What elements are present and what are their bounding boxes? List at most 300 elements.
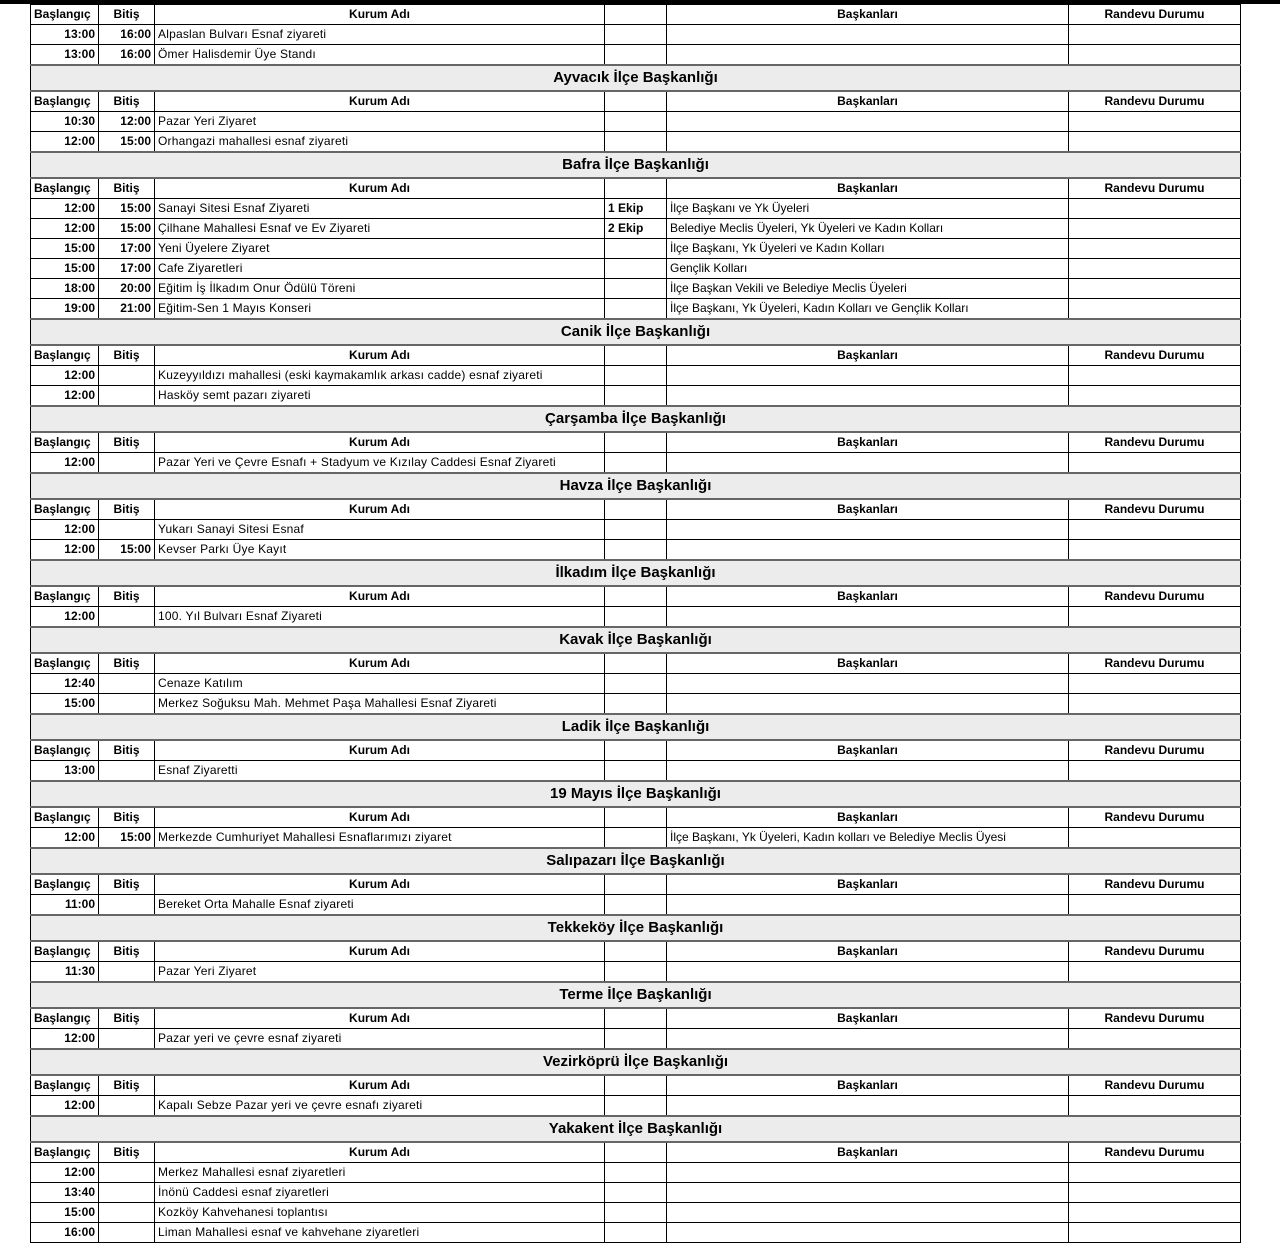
schedule-body bbox=[31, 5, 1241, 1243]
header-baskanlari: Başkanları bbox=[667, 178, 1069, 199]
kurum-adi: Kozköy Kahvehanesi toplantısı bbox=[155, 1203, 605, 1223]
section-title: Canik İlçe Başkanlığı bbox=[31, 319, 1241, 345]
randevu-durumu bbox=[1069, 219, 1241, 239]
team-label bbox=[605, 1029, 667, 1050]
section-title-row bbox=[31, 1049, 1241, 1075]
header-randevu: Randevu Durumu bbox=[1069, 1075, 1241, 1096]
header-team bbox=[605, 941, 667, 962]
table-row bbox=[31, 607, 1241, 628]
end-time: 15:00 bbox=[99, 199, 155, 219]
kurum-adi: Pazar Yeri Ziyaret bbox=[155, 112, 605, 132]
end-time bbox=[99, 520, 155, 540]
end-time bbox=[99, 366, 155, 386]
baskanlari bbox=[667, 1163, 1069, 1183]
table-row bbox=[31, 761, 1241, 782]
section-title: Ayvacık İlçe Başkanlığı bbox=[31, 65, 1241, 91]
baskanlari bbox=[667, 386, 1069, 407]
start-time: 12:00 bbox=[31, 366, 99, 386]
header-end: Bitiş bbox=[99, 1008, 155, 1029]
header-start: Başlangıç bbox=[31, 345, 99, 366]
team-label bbox=[605, 366, 667, 386]
kurum-adi: Pazar yeri ve çevre esnaf ziyareti bbox=[155, 1029, 605, 1050]
randevu-durumu bbox=[1069, 386, 1241, 407]
table-row bbox=[31, 386, 1241, 407]
end-time bbox=[99, 1203, 155, 1223]
table-row bbox=[31, 219, 1241, 239]
header-end: Bitiş bbox=[99, 874, 155, 895]
baskanlari bbox=[667, 132, 1069, 153]
header-kurum: Kurum Adı bbox=[155, 5, 605, 25]
column-header-row bbox=[31, 178, 1241, 199]
header-end: Bitiş bbox=[99, 1142, 155, 1163]
team-label bbox=[605, 828, 667, 849]
section-title: 19 Mayıs İlçe Başkanlığı bbox=[31, 781, 1241, 807]
start-time: 13:00 bbox=[31, 25, 99, 45]
table-row bbox=[31, 1183, 1241, 1203]
kurum-adi: Sanayi Sitesi Esnaf Ziyareti bbox=[155, 199, 605, 219]
header-team bbox=[605, 1142, 667, 1163]
start-time: 12:00 bbox=[31, 1029, 99, 1050]
header-baskanlari: Başkanları bbox=[667, 1142, 1069, 1163]
randevu-durumu bbox=[1069, 239, 1241, 259]
header-baskanlari: Başkanları bbox=[667, 807, 1069, 828]
table-row bbox=[31, 1223, 1241, 1243]
team-label bbox=[605, 761, 667, 782]
header-end: Bitiş bbox=[99, 1075, 155, 1096]
end-time: 16:00 bbox=[99, 25, 155, 45]
randevu-durumu bbox=[1069, 199, 1241, 219]
end-time: 15:00 bbox=[99, 828, 155, 849]
kurum-adi: Kevser Parkı Üye Kayıt bbox=[155, 540, 605, 561]
header-randevu: Randevu Durumu bbox=[1069, 499, 1241, 520]
header-end: Bitiş bbox=[99, 941, 155, 962]
end-time: 12:00 bbox=[99, 112, 155, 132]
table-row bbox=[31, 112, 1241, 132]
header-end: Bitiş bbox=[99, 653, 155, 674]
randevu-durumu bbox=[1069, 112, 1241, 132]
team-label bbox=[605, 607, 667, 628]
table-row bbox=[31, 1203, 1241, 1223]
kurum-adi: Merkez Mahallesi esnaf ziyaretleri bbox=[155, 1163, 605, 1183]
table-row bbox=[31, 45, 1241, 66]
section-title-row bbox=[31, 406, 1241, 432]
table-row bbox=[31, 1029, 1241, 1050]
end-time: 17:00 bbox=[99, 239, 155, 259]
baskanlari bbox=[667, 895, 1069, 916]
header-randevu: Randevu Durumu bbox=[1069, 5, 1241, 25]
table-row bbox=[31, 199, 1241, 219]
section-title: Bafra İlçe Başkanlığı bbox=[31, 152, 1241, 178]
randevu-durumu bbox=[1069, 1223, 1241, 1243]
header-end: Bitiş bbox=[99, 5, 155, 25]
baskanlari: İlçe Başkanı, Yk Üyeleri, Kadın kolları ve Belediye Meclis Üyesi bbox=[667, 828, 1069, 849]
baskanlari: İlçe Başkanı, Yk Üyeleri ve Kadın Kolları bbox=[667, 239, 1069, 259]
header-start: Başlangıç bbox=[31, 1008, 99, 1029]
header-start: Başlangıç bbox=[31, 941, 99, 962]
randevu-durumu bbox=[1069, 1183, 1241, 1203]
kurum-adi: Kuzeyyıldızı mahallesi (eski kaymakamlık arkası cadde) esnaf ziyareti bbox=[155, 366, 605, 386]
header-kurum: Kurum Adı bbox=[155, 1075, 605, 1096]
header-baskanlari: Başkanları bbox=[667, 740, 1069, 761]
randevu-durumu bbox=[1069, 1163, 1241, 1183]
end-time bbox=[99, 694, 155, 715]
start-time: 12:00 bbox=[31, 199, 99, 219]
header-kurum: Kurum Adı bbox=[155, 432, 605, 453]
column-header-row bbox=[31, 5, 1241, 25]
randevu-durumu bbox=[1069, 1096, 1241, 1117]
randevu-durumu bbox=[1069, 453, 1241, 474]
section-title-row bbox=[31, 781, 1241, 807]
table-row bbox=[31, 25, 1241, 45]
baskanlari: İlçe Başkanı ve Yk Üyeleri bbox=[667, 199, 1069, 219]
header-start: Başlangıç bbox=[31, 874, 99, 895]
start-time: 12:40 bbox=[31, 674, 99, 694]
header-team bbox=[605, 1008, 667, 1029]
baskanlari bbox=[667, 25, 1069, 45]
column-header-row bbox=[31, 499, 1241, 520]
team-label bbox=[605, 279, 667, 299]
start-time: 11:30 bbox=[31, 962, 99, 983]
randevu-durumu bbox=[1069, 279, 1241, 299]
section-title: Havza İlçe Başkanlığı bbox=[31, 473, 1241, 499]
team-label bbox=[605, 1223, 667, 1243]
table-row bbox=[31, 453, 1241, 474]
section-title: Kavak İlçe Başkanlığı bbox=[31, 627, 1241, 653]
header-kurum: Kurum Adı bbox=[155, 740, 605, 761]
team-label bbox=[605, 1203, 667, 1223]
team-label bbox=[605, 962, 667, 983]
header-randevu: Randevu Durumu bbox=[1069, 91, 1241, 112]
randevu-durumu bbox=[1069, 895, 1241, 916]
baskanlari bbox=[667, 1096, 1069, 1117]
section-title: Tekkeköy İlçe Başkanlığı bbox=[31, 915, 1241, 941]
team-label bbox=[605, 895, 667, 916]
column-header-row bbox=[31, 91, 1241, 112]
baskanlari bbox=[667, 962, 1069, 983]
section-title-row bbox=[31, 848, 1241, 874]
start-time: 12:00 bbox=[31, 1096, 99, 1117]
header-end: Bitiş bbox=[99, 740, 155, 761]
header-team bbox=[605, 874, 667, 895]
end-time bbox=[99, 1163, 155, 1183]
start-time: 15:00 bbox=[31, 694, 99, 715]
table-row bbox=[31, 540, 1241, 561]
section-title-row bbox=[31, 473, 1241, 499]
team-label bbox=[605, 45, 667, 66]
header-baskanlari: Başkanları bbox=[667, 1008, 1069, 1029]
team-label bbox=[605, 694, 667, 715]
kurum-adi: Alpaslan Bulvarı Esnaf ziyareti bbox=[155, 25, 605, 45]
column-header-row bbox=[31, 586, 1241, 607]
team-label bbox=[605, 1163, 667, 1183]
section-title: Vezirköprü İlçe Başkanlığı bbox=[31, 1049, 1241, 1075]
table-row bbox=[31, 1163, 1241, 1183]
end-time bbox=[99, 453, 155, 474]
section-title: Çarşamba İlçe Başkanlığı bbox=[31, 406, 1241, 432]
start-time: 18:00 bbox=[31, 279, 99, 299]
header-kurum: Kurum Adı bbox=[155, 586, 605, 607]
header-start: Başlangıç bbox=[31, 586, 99, 607]
start-time: 15:00 bbox=[31, 259, 99, 279]
header-randevu: Randevu Durumu bbox=[1069, 432, 1241, 453]
end-time: 15:00 bbox=[99, 219, 155, 239]
header-team bbox=[605, 178, 667, 199]
kurum-adi: Yeni Üyelere Ziyaret bbox=[155, 239, 605, 259]
column-header-row bbox=[31, 1075, 1241, 1096]
start-time: 13:00 bbox=[31, 761, 99, 782]
end-time bbox=[99, 1096, 155, 1117]
start-time: 11:00 bbox=[31, 895, 99, 916]
team-label bbox=[605, 299, 667, 320]
header-kurum: Kurum Adı bbox=[155, 807, 605, 828]
header-end: Bitiş bbox=[99, 499, 155, 520]
randevu-durumu bbox=[1069, 520, 1241, 540]
table-row bbox=[31, 895, 1241, 916]
kurum-adi: Çilhane Mahallesi Esnaf ve Ev Ziyareti bbox=[155, 219, 605, 239]
section-title-row bbox=[31, 714, 1241, 740]
team-label: 1 Ekip bbox=[605, 199, 667, 219]
column-header-row bbox=[31, 432, 1241, 453]
header-team bbox=[605, 653, 667, 674]
team-label bbox=[605, 540, 667, 561]
header-end: Bitiş bbox=[99, 91, 155, 112]
kurum-adi: Pazar Yeri Ziyaret bbox=[155, 962, 605, 983]
start-time: 12:00 bbox=[31, 607, 99, 628]
column-header-row bbox=[31, 345, 1241, 366]
column-header-row bbox=[31, 874, 1241, 895]
header-kurum: Kurum Adı bbox=[155, 1142, 605, 1163]
team-label bbox=[605, 259, 667, 279]
kurum-adi: Eğitim İş İlkadım Onur Ödülü Töreni bbox=[155, 279, 605, 299]
kurum-adi: Cafe Ziyaretleri bbox=[155, 259, 605, 279]
section-title: Yakakent İlçe Başkanlığı bbox=[31, 1116, 1241, 1142]
end-time: 15:00 bbox=[99, 132, 155, 153]
table-row bbox=[31, 520, 1241, 540]
header-team bbox=[605, 499, 667, 520]
column-header-row bbox=[31, 653, 1241, 674]
section-title-row bbox=[31, 152, 1241, 178]
start-time: 12:00 bbox=[31, 540, 99, 561]
header-baskanlari: Başkanları bbox=[667, 5, 1069, 25]
header-randevu: Randevu Durumu bbox=[1069, 740, 1241, 761]
kurum-adi: Kapalı Sebze Pazar yeri ve çevre esnafı ziyareti bbox=[155, 1096, 605, 1117]
baskanlari: İlçe Başkan Vekili ve Belediye Meclis Üyeleri bbox=[667, 279, 1069, 299]
kurum-adi: Cenaze Katılım bbox=[155, 674, 605, 694]
kurum-adi: İnönü Caddesi esnaf ziyaretleri bbox=[155, 1183, 605, 1203]
baskanlari bbox=[667, 761, 1069, 782]
table-row bbox=[31, 132, 1241, 153]
header-start: Başlangıç bbox=[31, 1075, 99, 1096]
kurum-adi: Eğitim-Sen 1 Mayıs Konseri bbox=[155, 299, 605, 320]
baskanlari bbox=[667, 1203, 1069, 1223]
header-baskanlari: Başkanları bbox=[667, 874, 1069, 895]
kurum-adi: Merkezde Cumhuriyet Mahallesi Esnaflarımızı ziyaret bbox=[155, 828, 605, 849]
team-label bbox=[605, 674, 667, 694]
table-row bbox=[31, 1096, 1241, 1117]
team-label bbox=[605, 453, 667, 474]
column-header-row bbox=[31, 807, 1241, 828]
header-team bbox=[605, 91, 667, 112]
section-title-row bbox=[31, 560, 1241, 586]
header-baskanlari: Başkanları bbox=[667, 941, 1069, 962]
end-time: 16:00 bbox=[99, 45, 155, 66]
baskanlari bbox=[667, 1029, 1069, 1050]
table-row bbox=[31, 279, 1241, 299]
header-team bbox=[605, 345, 667, 366]
header-kurum: Kurum Adı bbox=[155, 653, 605, 674]
header-baskanlari: Başkanları bbox=[667, 499, 1069, 520]
end-time bbox=[99, 1223, 155, 1243]
start-time: 15:00 bbox=[31, 1203, 99, 1223]
section-title-row bbox=[31, 65, 1241, 91]
randevu-durumu bbox=[1069, 694, 1241, 715]
section-title-row bbox=[31, 982, 1241, 1008]
kurum-adi: Esnaf Ziyaretti bbox=[155, 761, 605, 782]
team-label bbox=[605, 520, 667, 540]
baskanlari bbox=[667, 112, 1069, 132]
header-end: Bitiş bbox=[99, 345, 155, 366]
start-time: 19:00 bbox=[31, 299, 99, 320]
end-time bbox=[99, 761, 155, 782]
header-baskanlari: Başkanları bbox=[667, 432, 1069, 453]
end-time bbox=[99, 962, 155, 983]
table-row bbox=[31, 366, 1241, 386]
kurum-adi: Ömer Halisdemir Üye Standı bbox=[155, 45, 605, 66]
baskanlari: Belediye Meclis Üyeleri, Yk Üyeleri ve Kadın Kolları bbox=[667, 219, 1069, 239]
header-randevu: Randevu Durumu bbox=[1069, 345, 1241, 366]
end-time bbox=[99, 386, 155, 407]
table-row bbox=[31, 828, 1241, 849]
header-kurum: Kurum Adı bbox=[155, 91, 605, 112]
header-kurum: Kurum Adı bbox=[155, 345, 605, 366]
header-team bbox=[605, 807, 667, 828]
table-row bbox=[31, 962, 1241, 983]
start-time: 12:00 bbox=[31, 1163, 99, 1183]
schedule-table bbox=[30, 4, 1241, 1243]
table-row bbox=[31, 239, 1241, 259]
randevu-durumu bbox=[1069, 299, 1241, 320]
kurum-adi: Orhangazi mahallesi esnaf ziyareti bbox=[155, 132, 605, 153]
baskanlari bbox=[667, 540, 1069, 561]
header-kurum: Kurum Adı bbox=[155, 941, 605, 962]
baskanlari bbox=[667, 45, 1069, 66]
header-start: Başlangıç bbox=[31, 5, 99, 25]
header-start: Başlangıç bbox=[31, 178, 99, 199]
header-randevu: Randevu Durumu bbox=[1069, 874, 1241, 895]
randevu-durumu bbox=[1069, 1029, 1241, 1050]
header-team bbox=[605, 740, 667, 761]
header-team bbox=[605, 432, 667, 453]
header-end: Bitiş bbox=[99, 178, 155, 199]
baskanlari bbox=[667, 1183, 1069, 1203]
header-randevu: Randevu Durumu bbox=[1069, 653, 1241, 674]
baskanlari bbox=[667, 453, 1069, 474]
header-end: Bitiş bbox=[99, 807, 155, 828]
baskanlari bbox=[667, 1223, 1069, 1243]
section-title-row bbox=[31, 915, 1241, 941]
baskanlari: Gençlik Kolları bbox=[667, 259, 1069, 279]
end-time bbox=[99, 607, 155, 628]
randevu-durumu bbox=[1069, 607, 1241, 628]
table-row bbox=[31, 259, 1241, 279]
header-randevu: Randevu Durumu bbox=[1069, 941, 1241, 962]
header-start: Başlangıç bbox=[31, 807, 99, 828]
header-end: Bitiş bbox=[99, 586, 155, 607]
baskanlari bbox=[667, 607, 1069, 628]
randevu-durumu bbox=[1069, 1203, 1241, 1223]
header-team bbox=[605, 586, 667, 607]
header-randevu: Randevu Durumu bbox=[1069, 586, 1241, 607]
header-baskanlari: Başkanları bbox=[667, 586, 1069, 607]
header-start: Başlangıç bbox=[31, 1142, 99, 1163]
header-start: Başlangıç bbox=[31, 740, 99, 761]
randevu-durumu bbox=[1069, 259, 1241, 279]
section-title-row bbox=[31, 627, 1241, 653]
table-row bbox=[31, 299, 1241, 320]
section-title-row bbox=[31, 319, 1241, 345]
randevu-durumu bbox=[1069, 540, 1241, 561]
team-label: 2 Ekip bbox=[605, 219, 667, 239]
header-baskanlari: Başkanları bbox=[667, 345, 1069, 366]
team-label bbox=[605, 386, 667, 407]
header-kurum: Kurum Adı bbox=[155, 499, 605, 520]
header-randevu: Randevu Durumu bbox=[1069, 1008, 1241, 1029]
baskanlari bbox=[667, 674, 1069, 694]
column-header-row bbox=[31, 1008, 1241, 1029]
header-team bbox=[605, 1075, 667, 1096]
end-time: 20:00 bbox=[99, 279, 155, 299]
header-baskanlari: Başkanları bbox=[667, 91, 1069, 112]
section-title-row bbox=[31, 1116, 1241, 1142]
kurum-adi: Merkez Soğuksu Mah. Mehmet Paşa Mahallesi Esnaf Ziyareti bbox=[155, 694, 605, 715]
column-header-row bbox=[31, 941, 1241, 962]
randevu-durumu bbox=[1069, 45, 1241, 66]
start-time: 15:00 bbox=[31, 239, 99, 259]
baskanlari bbox=[667, 694, 1069, 715]
kurum-adi: Pazar Yeri ve Çevre Esnafı + Stadyum ve Kızılay Caddesi Esnaf Ziyareti bbox=[155, 453, 605, 474]
end-time bbox=[99, 895, 155, 916]
team-label bbox=[605, 112, 667, 132]
table-row bbox=[31, 674, 1241, 694]
header-start: Başlangıç bbox=[31, 499, 99, 520]
header-team bbox=[605, 5, 667, 25]
header-randevu: Randevu Durumu bbox=[1069, 1142, 1241, 1163]
team-label bbox=[605, 1183, 667, 1203]
header-randevu: Randevu Durumu bbox=[1069, 178, 1241, 199]
randevu-durumu bbox=[1069, 366, 1241, 386]
header-baskanlari: Başkanları bbox=[667, 653, 1069, 674]
kurum-adi: Bereket Orta Mahalle Esnaf ziyareti bbox=[155, 895, 605, 916]
section-title: İlkadım İlçe Başkanlığı bbox=[31, 560, 1241, 586]
team-label bbox=[605, 239, 667, 259]
column-header-row bbox=[31, 740, 1241, 761]
baskanlari bbox=[667, 520, 1069, 540]
kurum-adi: Hasköy semt pazarı ziyareti bbox=[155, 386, 605, 407]
header-start: Başlangıç bbox=[31, 653, 99, 674]
kurum-adi: Yukarı Sanayi Sitesi Esnaf bbox=[155, 520, 605, 540]
randevu-durumu bbox=[1069, 674, 1241, 694]
header-end: Bitiş bbox=[99, 432, 155, 453]
header-start: Başlangıç bbox=[31, 91, 99, 112]
header-start: Başlangıç bbox=[31, 432, 99, 453]
kurum-adi: Liman Mahallesi esnaf ve kahvehane ziyaretleri bbox=[155, 1223, 605, 1243]
randevu-durumu bbox=[1069, 828, 1241, 849]
end-time: 17:00 bbox=[99, 259, 155, 279]
baskanlari: İlçe Başkanı, Yk Üyeleri, Kadın Kolları ve Gençlik Kolları bbox=[667, 299, 1069, 320]
start-time: 13:40 bbox=[31, 1183, 99, 1203]
team-label bbox=[605, 1096, 667, 1117]
randevu-durumu bbox=[1069, 132, 1241, 153]
